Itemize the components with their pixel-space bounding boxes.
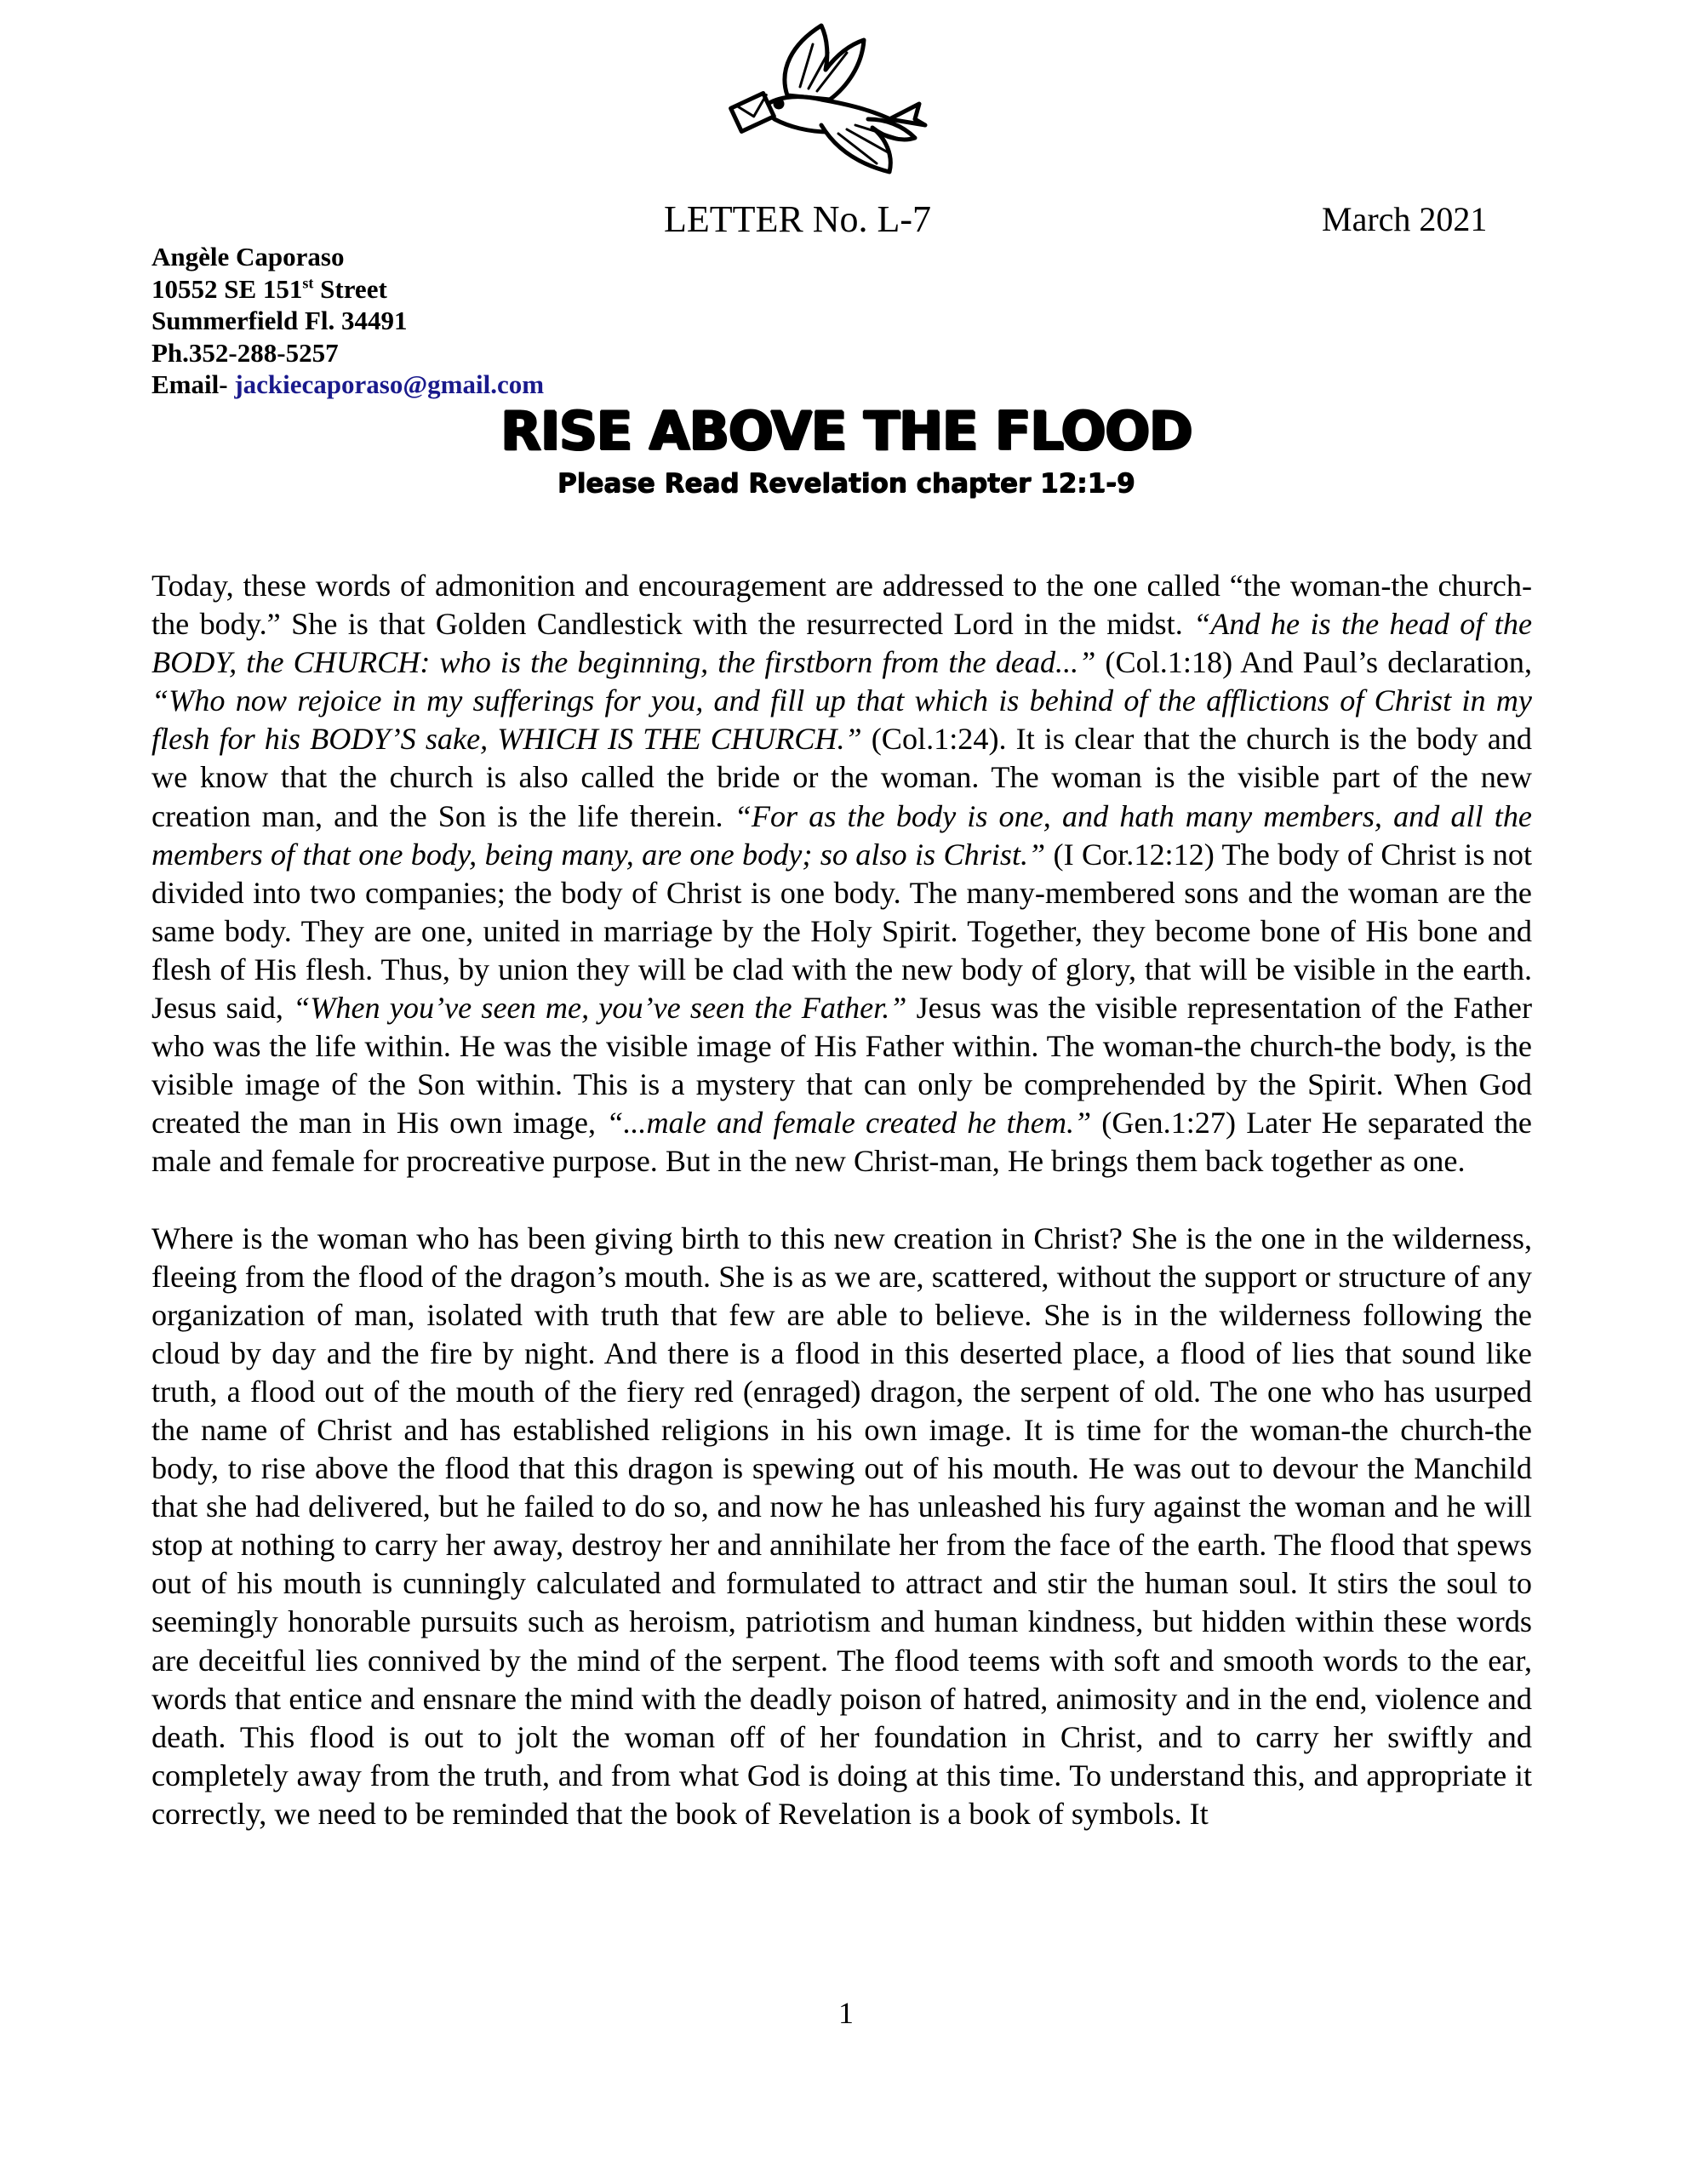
scripture-quote: “Who now rejoice in my sufferings for you, and fill up that which is behind of the afflictions of Christ in my flesh for his BODY’S sake, WHICH IS THE CHURCH.” — [151, 683, 1532, 757]
street-suffix: st — [302, 274, 314, 292]
body-paragraph — [151, 567, 1532, 1181]
paragraph-text: (Gen.1:27) Later He separated the male and female for procreative purpose. But in the new Christ-man, He brings them back together as one. — [151, 1106, 1532, 1179]
letter-number: LETTER No. L-7 — [664, 198, 932, 240]
sender-city: Summerfield Fl. 34491 — [151, 306, 408, 335]
sender-name: Angèle Caporaso — [151, 242, 345, 272]
sender-email-line — [151, 369, 544, 401]
dove-with-letter-icon — [728, 19, 932, 189]
street-number: 10552 SE 151 — [151, 273, 303, 304]
scripture-quote: “When you’ve seen me, you’ve seen the Father.” — [293, 991, 907, 1026]
scripture-quote: “...male and female created he them.” — [606, 1106, 1092, 1141]
letter-date: March 2021 — [1322, 200, 1488, 238]
document-title: RISE ABOVE THE FLOOD — [500, 400, 1192, 462]
paragraph-text: Today, these words of admonition and encouragement are addressed to the one called “the woman-the church-the body.” She is that Golden Candlestick with the resurrected Lord in the midst. — [151, 569, 1532, 642]
scripture-quote: “And he is the head of the BODY, the CHURCH: who is the beginning, the firstborn from the dead...” — [151, 607, 1532, 680]
sender-street — [151, 273, 544, 306]
email-label: Email- — [151, 369, 235, 399]
sender-phone: Ph.352-288-5257 — [151, 337, 339, 368]
scripture-quote: “For as the body is one, and hath many members, and all the members of that one body, being many, are one body; so also is Christ.” — [151, 798, 1532, 872]
paragraph-text: (Col.1:24). It is clear that the church is the body and we know that the church is also called the bride or the woman. The woman is the visible part of the new creation man, and the Son is the life therein. — [151, 722, 1532, 833]
body-paragraph — [151, 1220, 1532, 1834]
paragraph-text: (Col.1:18) And Paul’s declaration, — [1095, 645, 1532, 680]
paragraph-text: (I Cor.12:12) The body of Christ is not divided into two companies; the body of Christ is one body. The many-membered sons and the woman are the same body. They are one, united in marriage by the Holy Spirit. Together, they become bone of His bone and flesh of His flesh. Thus, by union they will be clad with the new body of glory, that will be visible in the earth. Jesus said, — [151, 837, 1533, 1026]
page-number: 1 — [838, 1996, 854, 2030]
letter-body — [151, 567, 1532, 1833]
document-subtitle: Please Read Revelation chapter 12:1-9 — [557, 468, 1135, 499]
paragraph-text: Where is the woman who has been giving birth to this new creation in Christ? She is the one in the wilderness, fleeing from the flood of the dragon’s mouth. She is as we are, scattered, without the support or structure of any organization of man, isolated with truth that few are able to believe. She is in the wilderness following the cloud by day and the fire by night. And there is a flood in this deserted place, a flood of lies that sound like truth, a flood out of the mouth of the fiery red (enraged) dragon, the serpent of old. The one who has usurped the name of Christ and has established religions in his own image. It is time for the woman-the church-the body, to rise above the flood that this dragon is spewing out of his mouth. He was out to devour the Manchild that she had delivered, but he failed to do so, and now he has unleashed his fury against the woman and he will stop at nothing to carry her away, destroy her and annihilate her from the face of the earth. The flood that spews out of his mouth is cunningly calculated and formulated to attract and stir the human soul. It stirs the soul to seemingly honorable pursuits such as heroism, patriotism and human kindness, but hidden within these words are deceitful lies connived by the mind of the serpent. The flood teems with soft and smooth words to the ear, words that entice and ensnare the mind with the deadly poison of hatred, animosity and in the end, violence and death. This flood is out to jolt the woman off of her foundation in Christ, and to carry her swiftly and completely away from the truth, and from what God is doing at this time. To understand this, and appropriate it correctly, we need to be reminded that the book of Revelation is a book of symbols. It — [151, 1221, 1532, 1831]
email-link[interactable]: jackiecaporaso@gmail.com — [234, 369, 545, 399]
street-name: Street — [313, 273, 387, 304]
sender-address — [151, 241, 544, 401]
paragraph-text: Jesus was the visible representation of the Father who was the life within. He was the visible image of His Father within. The woman-the church-the body, is the visible image of the Son within. This is a mystery that can only be comprehended by the Spirit. When God created the man in His own image, — [151, 991, 1532, 1141]
